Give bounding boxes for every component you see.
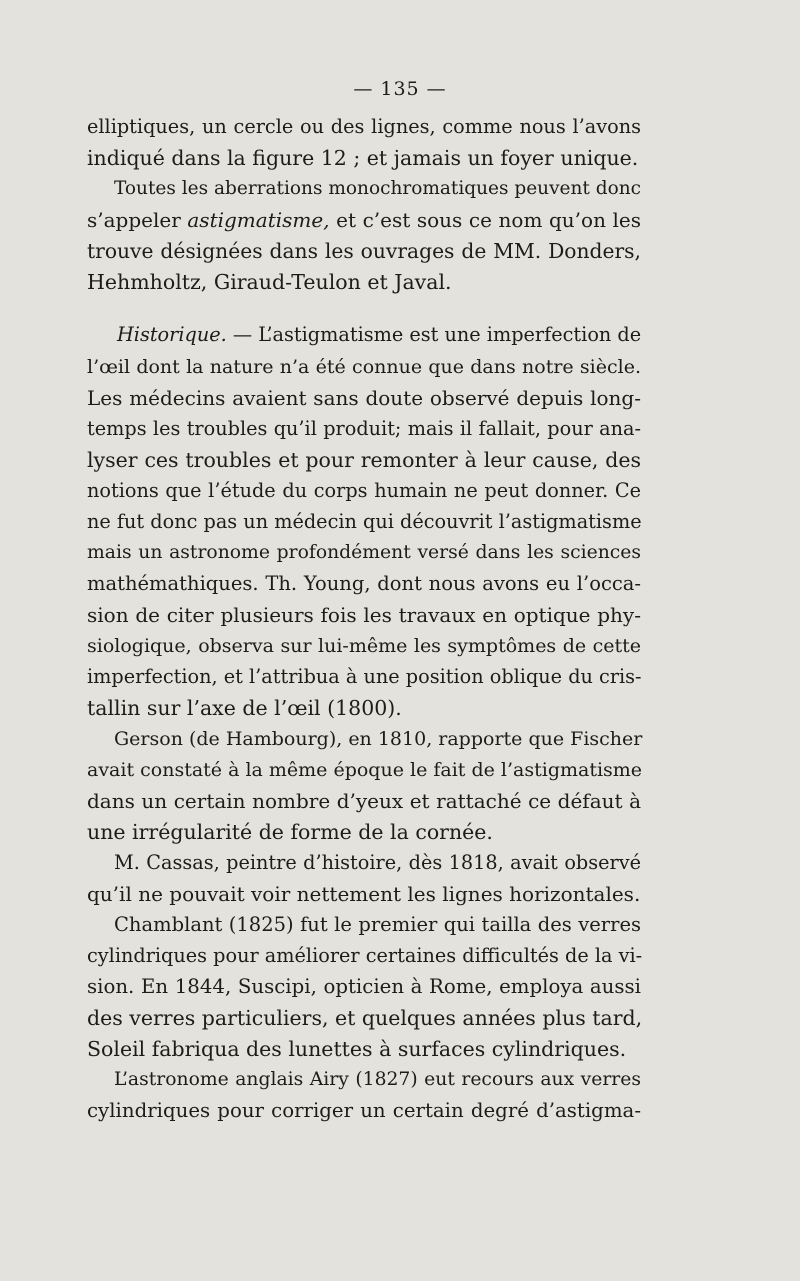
text-line: mais un astronome profondément versé dans les sciences xyxy=(87,542,641,563)
text-line: Soleil fabriqua des lunettes à surfaces cylindriques. xyxy=(87,1037,627,1061)
text-line: avait constaté à la même époque le fait de l’astigmatisme xyxy=(87,759,643,781)
text-line: dans un certain nombre d’yeux et rattaché ce défaut à xyxy=(87,789,641,813)
text-line: imperfection, et l’attribua à une position oblique du cris- xyxy=(87,665,642,688)
text-line: lyser ces troubles et pour remonter à leur cause, des xyxy=(87,448,641,472)
text-line: l’œil dont la nature n’a été connue que dans notre siècle. xyxy=(87,356,641,378)
text-line: M. Cassas, peintre d’histoire, dès 1818, avait observé xyxy=(114,851,641,874)
text-line: Chamblant (1825) fut le premier qui tailla des verres xyxy=(114,913,641,936)
text-line: Hehmholtz, Giraud-Teulon et Javal. xyxy=(87,270,452,294)
text-line: L’astronome anglais Airy (1827) eut recours aux verres xyxy=(114,1069,641,1090)
text-segment: et c’est sous ce nom qu’on les xyxy=(336,208,642,232)
text-line: tallin sur l’axe de l’œil (1800). xyxy=(87,696,402,720)
text-segment: — L’astigmatisme est une imperfection de xyxy=(232,323,642,346)
text-line: sion de citer plusieurs fois les travaux en optique phy- xyxy=(87,603,641,627)
text-line: Les médecins avaient sans doute observé depuis long- xyxy=(87,386,641,410)
text-line: temps les troubles qu’il produit; mais il fallait, pour ana- xyxy=(87,417,641,440)
text-line: qu’il ne pouvait voir nettement les lignes horizontales. xyxy=(87,882,641,906)
text-line: une irrégularité de forme de la cornée. xyxy=(87,820,493,844)
text-line: mathémathiques. Th. Young, dont nous avons eu l’occa- xyxy=(87,572,641,595)
text-line: indiqué dans la figure 12 ; et jamais un foyer unique. xyxy=(87,146,639,170)
text-line: notions que l’étude du corps humain ne peut donner. Ce xyxy=(87,479,641,502)
italic-term: astigmatisme, xyxy=(187,208,330,232)
text-line xyxy=(87,205,641,235)
text-line: cylindriques pour corriger un certain degré d’astigma- xyxy=(87,1099,641,1122)
text-line: siologique, observa sur lui-même les symptômes de cette xyxy=(87,635,641,657)
text-line: ne fut donc pas un médecin qui découvrit l’astigmatisme xyxy=(87,510,642,533)
text-line: trouve désignées dans les ouvrages de MM. Donders, xyxy=(87,239,641,263)
text-line xyxy=(117,320,641,350)
section-heading: Historique. xyxy=(117,323,227,346)
text-line: cylindriques pour améliorer certaines difficultés de la vi- xyxy=(87,944,643,967)
text-line: des verres particuliers, et quelques années plus tard, xyxy=(87,1006,643,1030)
text-segment: s’appeler xyxy=(87,208,181,232)
text-line: Toutes les aberrations monochromatiques peuvent donc xyxy=(114,178,641,199)
text-line: Gerson (de Hambourg), en 1810, rapporte que Fischer xyxy=(114,728,643,750)
text-line: sion. En 1844, Suscipi, opticien à Rome, employa aussi xyxy=(87,975,641,998)
text-line: elliptiques, un cercle ou des lignes, comme nous l’avons xyxy=(87,115,641,138)
page-number: — 135 — xyxy=(353,78,447,100)
